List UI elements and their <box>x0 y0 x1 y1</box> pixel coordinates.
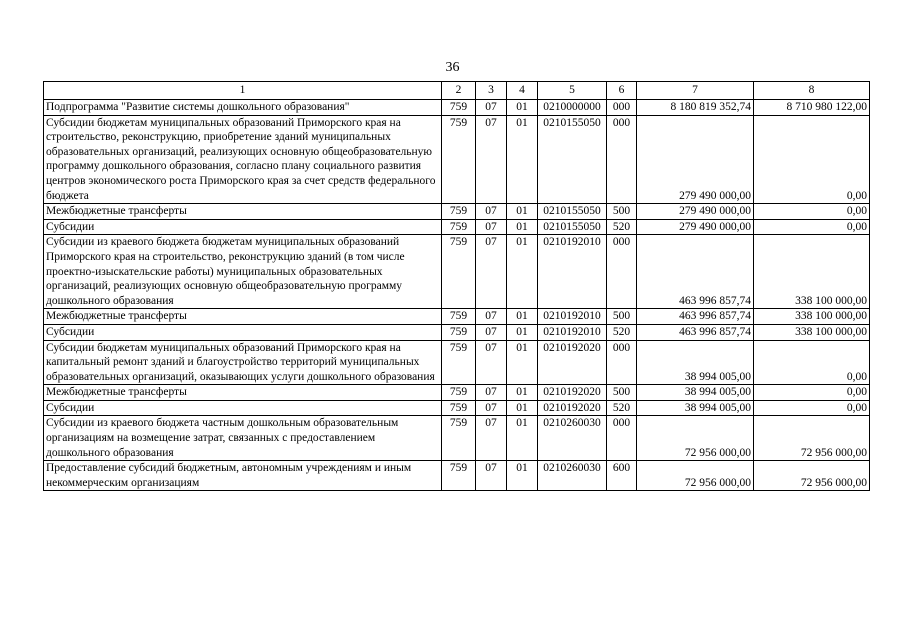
code-cell: 759 <box>442 324 476 340</box>
code-cell: 0210192010 <box>538 309 607 325</box>
code-cell: 759 <box>442 115 476 204</box>
code-cell: 500 <box>607 204 637 220</box>
table-row <box>44 340 870 385</box>
amount-cell: 463 996 857,74 <box>637 235 754 309</box>
code-cell: 759 <box>442 400 476 416</box>
code-cell: 520 <box>607 324 637 340</box>
row-name: Субсидии из краевого бюджета частным дошкольным образовательным организациям на возмещение затрат, связанных с предоставлением дошкольного образования <box>44 416 442 461</box>
table-row <box>44 400 870 416</box>
code-cell: 520 <box>607 219 637 235</box>
amount-cell: 38 994 005,00 <box>637 385 754 401</box>
row-name: Подпрограмма "Развитие системы дошкольного образования" <box>44 100 442 116</box>
amount-cell: 72 956 000,00 <box>754 461 870 491</box>
code-cell: 000 <box>607 100 637 116</box>
code-cell: 759 <box>442 309 476 325</box>
amount-cell: 72 956 000,00 <box>637 416 754 461</box>
amount-cell: 72 956 000,00 <box>637 461 754 491</box>
code-cell: 01 <box>507 235 538 309</box>
code-cell: 0210260030 <box>538 416 607 461</box>
code-cell: 0210260030 <box>538 461 607 491</box>
header-cell: 5 <box>538 82 607 100</box>
code-cell: 000 <box>607 416 637 461</box>
code-cell: 07 <box>476 115 507 204</box>
row-name: Субсидии из краевого бюджета бюджетам муниципальных образований Приморского края на строительство, реконструкцию зданий (в том числе проектно-изыскательские работы) муниципальных образовательных организаций, реализующих основную общеобразовательную программу дошкольного образования <box>44 235 442 309</box>
code-cell: 07 <box>476 100 507 116</box>
code-cell: 07 <box>476 385 507 401</box>
code-cell: 07 <box>476 416 507 461</box>
header-cell: 6 <box>607 82 637 100</box>
header-cell: 7 <box>637 82 754 100</box>
table-row <box>44 461 870 491</box>
code-cell: 600 <box>607 461 637 491</box>
code-cell: 07 <box>476 309 507 325</box>
table-row <box>44 235 870 309</box>
code-cell: 0210192010 <box>538 324 607 340</box>
code-cell: 0210155050 <box>538 219 607 235</box>
amount-cell: 338 100 000,00 <box>754 309 870 325</box>
code-cell: 01 <box>507 204 538 220</box>
page-number: 36 <box>445 60 460 75</box>
table-row <box>44 219 870 235</box>
amount-cell: 38 994 005,00 <box>637 400 754 416</box>
code-cell: 500 <box>607 385 637 401</box>
header-cell: 4 <box>507 82 538 100</box>
amount-cell: 0,00 <box>754 385 870 401</box>
code-cell: 759 <box>442 385 476 401</box>
code-cell: 01 <box>507 100 538 116</box>
code-cell: 759 <box>442 219 476 235</box>
row-name: Межбюджетные трансферты <box>44 385 442 401</box>
code-cell: 07 <box>476 204 507 220</box>
code-cell: 0210192020 <box>538 385 607 401</box>
code-cell: 07 <box>476 461 507 491</box>
row-name: Межбюджетные трансферты <box>44 309 442 325</box>
code-cell: 0210192020 <box>538 340 607 385</box>
table-row <box>44 324 870 340</box>
code-cell: 759 <box>442 204 476 220</box>
amount-cell: 338 100 000,00 <box>754 235 870 309</box>
amount-cell: 463 996 857,74 <box>637 309 754 325</box>
code-cell: 759 <box>442 461 476 491</box>
amount-cell: 72 956 000,00 <box>754 416 870 461</box>
row-name: Субсидии <box>44 219 442 235</box>
code-cell: 759 <box>442 235 476 309</box>
code-cell: 07 <box>476 235 507 309</box>
row-name: Субсидии <box>44 324 442 340</box>
header-cell: 1 <box>44 82 442 100</box>
amount-cell: 38 994 005,00 <box>637 340 754 385</box>
row-name: Субсидии бюджетам муниципальных образований Приморского края на капитальный ремонт зданий и благоустройство территорий муниципальных образовательных организаций, оказывающих услуги дошкольного образования <box>44 340 442 385</box>
code-cell: 000 <box>607 235 637 309</box>
amount-cell: 279 490 000,00 <box>637 115 754 204</box>
code-cell: 01 <box>507 461 538 491</box>
header-row <box>44 82 870 100</box>
code-cell: 0210155050 <box>538 204 607 220</box>
code-cell: 500 <box>607 309 637 325</box>
code-cell: 01 <box>507 340 538 385</box>
amount-cell: 0,00 <box>754 219 870 235</box>
code-cell: 07 <box>476 324 507 340</box>
budget-table <box>43 81 870 491</box>
code-cell: 0210192020 <box>538 400 607 416</box>
amount-cell: 279 490 000,00 <box>637 219 754 235</box>
code-cell: 520 <box>607 400 637 416</box>
table-row <box>44 115 870 204</box>
code-cell: 759 <box>442 416 476 461</box>
row-name: Предоставление субсидий бюджетным, автономным учреждениям и иным некоммерческим организациям <box>44 461 442 491</box>
code-cell: 759 <box>442 340 476 385</box>
amount-cell: 8 710 980 122,00 <box>754 100 870 116</box>
amount-cell: 0,00 <box>754 340 870 385</box>
table-row <box>44 100 870 116</box>
code-cell: 01 <box>507 219 538 235</box>
code-cell: 07 <box>476 340 507 385</box>
code-cell: 000 <box>607 340 637 385</box>
amount-cell: 0,00 <box>754 204 870 220</box>
row-name: Межбюджетные трансферты <box>44 204 442 220</box>
code-cell: 759 <box>442 100 476 116</box>
code-cell: 07 <box>476 400 507 416</box>
code-cell: 07 <box>476 219 507 235</box>
amount-cell: 8 180 819 352,74 <box>637 100 754 116</box>
code-cell: 01 <box>507 115 538 204</box>
table-row <box>44 416 870 461</box>
amount-cell: 463 996 857,74 <box>637 324 754 340</box>
amount-cell: 279 490 000,00 <box>637 204 754 220</box>
table-row <box>44 204 870 220</box>
row-name: Субсидии <box>44 400 442 416</box>
code-cell: 01 <box>507 416 538 461</box>
code-cell: 0210000000 <box>538 100 607 116</box>
amount-cell: 338 100 000,00 <box>754 324 870 340</box>
code-cell: 01 <box>507 400 538 416</box>
header-cell: 8 <box>754 82 870 100</box>
header-cell: 3 <box>476 82 507 100</box>
header-cell: 2 <box>442 82 476 100</box>
amount-cell: 0,00 <box>754 115 870 204</box>
table-row <box>44 385 870 401</box>
code-cell: 01 <box>507 324 538 340</box>
amount-cell: 0,00 <box>754 400 870 416</box>
row-name: Субсидии бюджетам муниципальных образований Приморского края на строительство, реконструкцию, приобретение зданий муниципальных образовательных организаций, реализующих основную общеобразовательную программу дошкольного образования, согласно плану социального развития центров экономического роста Приморского края за счет средств федерального бюджета <box>44 115 442 204</box>
code-cell: 01 <box>507 309 538 325</box>
code-cell: 01 <box>507 385 538 401</box>
code-cell: 0210192010 <box>538 235 607 309</box>
table-row <box>44 309 870 325</box>
code-cell: 0210155050 <box>538 115 607 204</box>
code-cell: 000 <box>607 115 637 204</box>
